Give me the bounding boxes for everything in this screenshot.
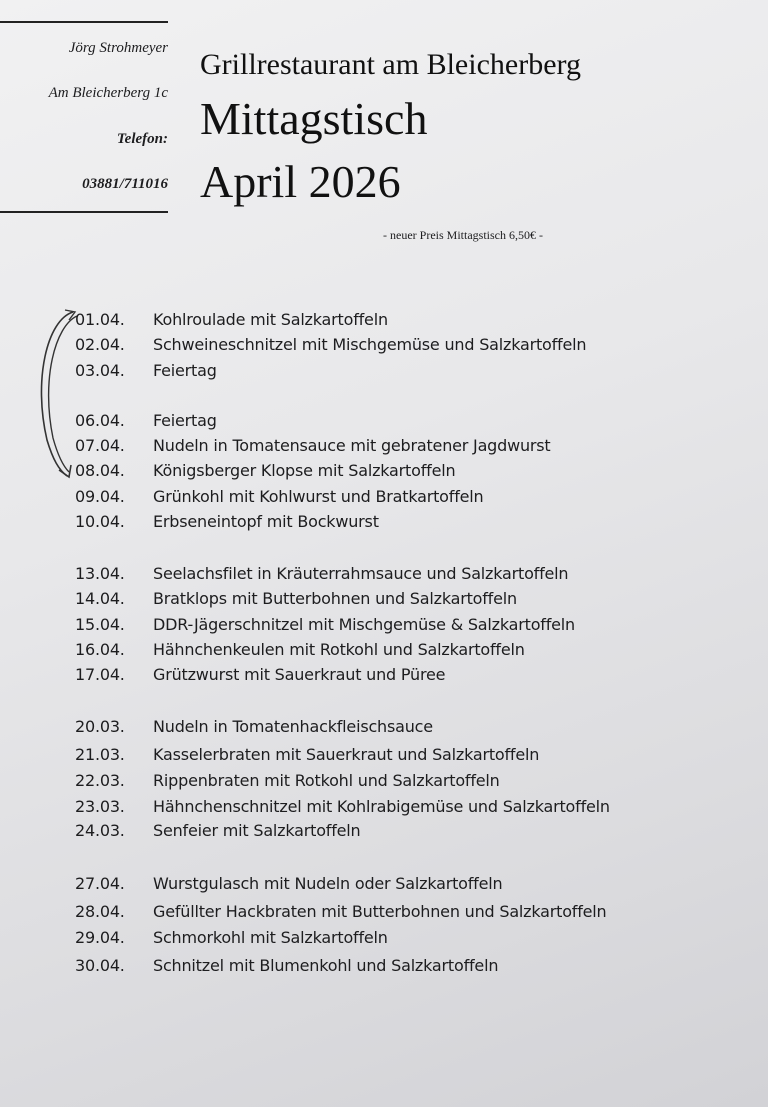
menu-date: 06.04. [75, 411, 125, 430]
menu-date: 15.04. [75, 615, 125, 634]
menu-item [75, 411, 217, 430]
menu-dish: Feiertag [153, 411, 217, 430]
menu-item [75, 797, 610, 816]
menu-item [75, 310, 388, 329]
menu-date: 07.04. [75, 436, 125, 455]
menu-date: 10.04. [75, 512, 125, 531]
menu-item [75, 821, 361, 840]
menu-dish: Seelachsfilet in Kräuterrahmsauce und Salzkartoffeln [153, 564, 569, 583]
top-rule [0, 21, 168, 23]
menu-dish: Rippenbraten mit Rotkohl und Salzkartoffeln [153, 771, 500, 790]
price-note: - neuer Preis Mittagstisch 6,50€ - [383, 228, 543, 242]
menu-item [75, 771, 500, 790]
menu-dish: Schnitzel mit Blumenkohl und Salzkartoffeln [153, 956, 499, 975]
menu-item [75, 512, 379, 531]
menu-item [75, 717, 433, 736]
menu-dish: Grützwurst mit Sauerkraut und Püree [153, 665, 446, 684]
menu-date: 09.04. [75, 487, 125, 506]
menu-dish: Bratklops mit Butterbohnen und Salzkartoffeln [153, 589, 517, 608]
address: Am Bleicherberg 1c [48, 85, 168, 101]
menu-item [75, 956, 498, 975]
menu-dish: Senfeier mit Salzkartoffeln [153, 821, 361, 840]
menu-date: 03.04. [75, 361, 125, 380]
menu-item [75, 335, 586, 354]
menu-dish: Schmorkohl mit Salzkartoffeln [153, 928, 388, 947]
menu-date: 13.04. [75, 564, 125, 583]
menu-dish: Wurstgulasch mit Nudeln oder Salzkartoffeln [153, 874, 503, 893]
menu-date: 30.04. [75, 956, 125, 975]
menu-item [75, 874, 502, 893]
menu-dish: Kohlroulade mit Salzkartoffeln [153, 310, 388, 329]
menu-dish: Kasselerbraten mit Sauerkraut und Salzkartoffeln [153, 745, 540, 764]
menu-dish: Erbseneintopf mit Bockwurst [153, 512, 379, 531]
menu-item [75, 361, 217, 380]
menu-date: 21.03. [75, 745, 125, 764]
menu-item [75, 564, 568, 583]
menu-dish: Nudeln in Tomatensauce mit gebratener Jagdwurst [153, 436, 551, 455]
page-title: Mittagstisch [200, 93, 428, 144]
menu-dish: Nudeln in Tomatenhackfleischsauce [153, 717, 433, 736]
menu-date: 24.03. [75, 821, 125, 840]
menu-dish: Hähnchenkeulen mit Rotkohl und Salzkartoffeln [153, 640, 525, 659]
owner-name: Jörg Strohmeyer [68, 40, 168, 56]
menu-date: 23.03. [75, 797, 125, 816]
menu-date: 16.04. [75, 640, 125, 659]
phone-label: Telefon: [116, 131, 168, 147]
menu-item [75, 640, 525, 659]
menu-date: 29.04. [75, 928, 125, 947]
menu-item [75, 589, 517, 608]
menu-item [75, 902, 607, 921]
menu-item [75, 928, 388, 947]
menu-dish: DDR-Jägerschnitzel mit Mischgemüse & Salzkartoffeln [153, 615, 575, 634]
menu-date: 17.04. [75, 665, 125, 684]
menu-dish: Königsberger Klopse mit Salzkartoffeln [153, 461, 456, 480]
menu-date: 01.04. [75, 310, 125, 329]
menu-dish: Hähnchenschnitzel mit Kohlrabigemüse und Salzkartoffeln [153, 797, 610, 816]
menu-dish: Grünkohl mit Kohlwurst und Bratkartoffeln [153, 487, 484, 506]
menu-date: 22.03. [75, 771, 125, 790]
menu-dish: Schweineschnitzel mit Mischgemüse und Salzkartoffeln [153, 335, 587, 354]
menu-item [75, 665, 445, 684]
menu-date: 28.04. [75, 902, 125, 921]
menu-item [75, 461, 455, 480]
menu-date: 02.04. [75, 335, 125, 354]
menu-date: 14.04. [75, 589, 125, 608]
menu-date: 20.03. [75, 717, 125, 736]
restaurant-name: Grillrestaurant am Bleicherberg [200, 48, 581, 81]
menu-date: 08.04. [75, 461, 125, 480]
menu-item [75, 615, 575, 634]
phone-number: 03881/711016 [82, 176, 168, 192]
menu-item [75, 436, 551, 455]
menu-item [75, 745, 539, 764]
menu-date: 27.04. [75, 874, 125, 893]
bottom-rule [0, 211, 168, 213]
month-title: April 2026 [200, 156, 401, 207]
menu-item [75, 487, 483, 506]
menu-dish: Gefüllter Hackbraten mit Butterbohnen und Salzkartoffeln [153, 902, 607, 921]
menu-dish: Feiertag [153, 361, 217, 380]
